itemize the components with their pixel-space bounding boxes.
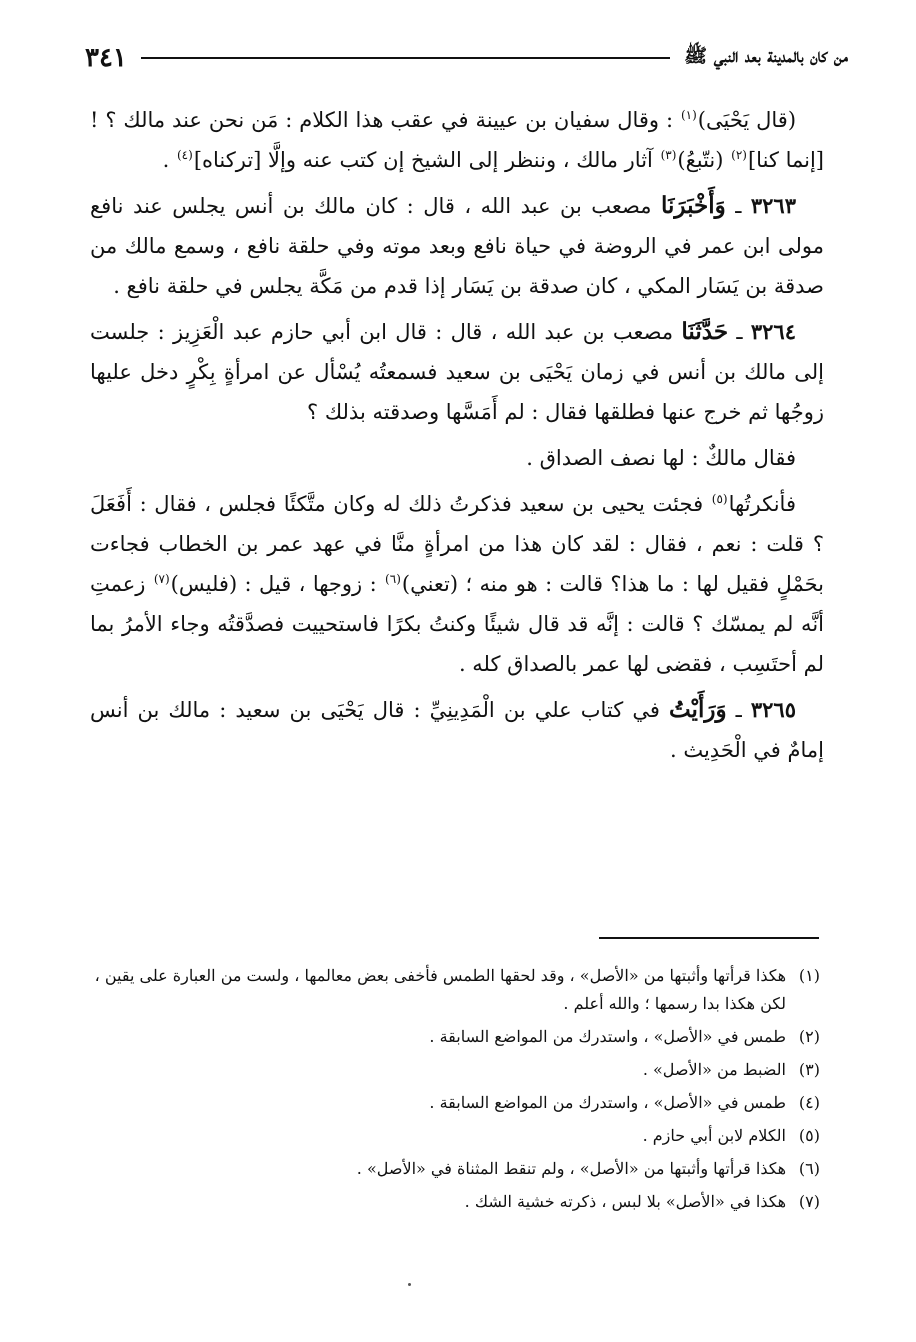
- footnote-number: (٣): [798, 1060, 820, 1079]
- hadith-text: مصعب بن عبد الله ، قال : قال ابن أبي حازم عبد الْعَزِيز : جلست إلى مالك بن أنس في زمان يَحْيَى بن سعيد فسمعتُه يُسْأل عن امرأةٍ بِكْرٍ دخل عليها زوجُها ثم خرج عنها فطلقها فقال : لم أَمَسَّها وصدقته بذلك ؟: [90, 320, 824, 424]
- footnote-ref-7: (٧): [153, 572, 170, 586]
- footnote-text: طمس في «الأصل» ، واستدرك من المواضع السابقة .: [429, 1093, 786, 1112]
- hadith-dash: ـ: [726, 698, 751, 722]
- hadith-dash: ـ: [728, 320, 751, 344]
- footnote-number: (٧): [798, 1192, 820, 1211]
- hadith-text: مصعب بن عبد الله ، قال : كان مالك بن أنس يجلس عند نافع مولى ابن عمر في الروضة في حياة نافع وبعد موته وفي حلقة نافع ، وسمع مالك من صدقة بن يَسَار المكي ، كان صدقة بن يَسَار إذا قدم من مَكَّة يجلس في حلقة نافع .: [90, 194, 824, 298]
- hadith-text: في كتاب علي بن الْمَدِينِيِّ : قال يَحْيَى بن سعيد : مالك بن أنس إمامٌ في الْحَدِيث .: [90, 698, 824, 762]
- paragraph-qala-yahya: [90, 100, 824, 180]
- footnote-text: هكذا قرأتها وأثبتها من «الأصل» ، ولم تنقط المثناة في «الأصل» .: [356, 1159, 786, 1178]
- footnote-7: [90, 1188, 820, 1216]
- footnote-number: (٦): [798, 1159, 820, 1178]
- footnote-6: [90, 1155, 820, 1183]
- page-header: [85, 38, 848, 78]
- footnote-number: (٥): [798, 1126, 820, 1145]
- hadith-3263: [90, 186, 824, 306]
- text-segment: (نتّبعُ): [677, 148, 731, 172]
- hadith-3265: [90, 690, 824, 770]
- main-text: [90, 100, 824, 776]
- text-segment: فجئت يحيى بن سعيد فذكرتُ ذلك له وكان متَّكئًا فجلس ، فقال : أَفَعَلَ ؟ قلت : نعم ، فقال : لقد كان هذا من امرأةٍ منَّا في عهد عمر بن الخطاب فجاءت بحَمْلٍ فقيل لها : ما هذا؟ قالت : هو منه ؛ (تعني): [90, 492, 824, 596]
- footnote-1: [90, 962, 820, 1018]
- running-title: من كان بالمدينة بعد النبي ﷺ: [684, 45, 848, 67]
- footnotes: [90, 962, 820, 1221]
- footnote-text: طمس في «الأصل» ، واستدرك من المواضع السابقة .: [429, 1027, 786, 1046]
- footnote-number: (٤): [798, 1093, 820, 1112]
- footnote-5: [90, 1122, 820, 1150]
- footnote-text: هكذا قرأتها وأثبتها من «الأصل» ، وقد لحقها الطمس فأخفى بعض معالمها ، ولست من العبارة على يقين ، لكن هكذا بدا رسمها ؛ والله أعلم .: [94, 966, 786, 1013]
- page-number: ٣٤١: [85, 43, 127, 73]
- hadith-dash: ـ: [725, 194, 751, 218]
- footnote-ref-3: (٣): [660, 148, 677, 162]
- paragraph-qala-malik: فقال مالكٌ : لها نصف الصداق .: [526, 446, 796, 470]
- hadith-number: ٣٢٦٤: [750, 319, 796, 344]
- footnote-4: [90, 1089, 820, 1117]
- footnote-3: [90, 1056, 820, 1084]
- hadith-transmission-verb: حَدَّثَنَا: [681, 318, 729, 345]
- footnote-ref-1: (١): [680, 108, 697, 122]
- footnote-separator: [599, 937, 819, 939]
- scan-speck: [408, 1283, 411, 1286]
- header-rule: [141, 57, 670, 59]
- paragraph-ankartuha: [90, 484, 824, 684]
- text-segment: آثار مالك ، وننظر إلى الشيخ إن كتب عنه وإلَّا [تركناه]: [193, 148, 660, 172]
- text-segment: .: [162, 148, 176, 172]
- footnote-ref-5: (٥): [711, 492, 728, 506]
- text-segment: : وقال سفيان بن عيينة في عقب هذا الكلام : مَن نحن عند مالك ؟ ! [إنما كنا]: [90, 108, 824, 172]
- footnote-number: (٢): [798, 1027, 820, 1046]
- text-segment: فأنكرتُها: [728, 492, 796, 516]
- footnote-ref-4: (٤): [176, 148, 193, 162]
- footnote-ref-6: (٦): [385, 572, 401, 586]
- hadith-number: ٣٢٦٣: [750, 193, 796, 218]
- footnote-text: هكذا في «الأصل» بلا لبس ، ذكرته خشية الشك .: [464, 1192, 786, 1211]
- hadith-transmission-verb: وَأَخْبَرَنَا: [660, 192, 726, 219]
- hadith-3264: [90, 312, 824, 432]
- text-segment: (قال يَحْيَى): [697, 108, 797, 132]
- hadith-transmission-verb: وَرَأَيْتُ: [668, 696, 727, 723]
- footnote-text: الكلام لابن أبي حازم .: [642, 1126, 786, 1145]
- hadith-number: ٣٢٦٥: [750, 697, 796, 722]
- footnote-ref-2: (٢): [731, 148, 747, 162]
- footnote-number: (١): [798, 966, 820, 985]
- footnote-text: الضبط من «الأصل» .: [642, 1060, 786, 1079]
- text-segment: زعمتِ أنَّه لم يمسّك ؟ قالت : إنَّه قد قال شيئًا وكنتُ بكرًا فاستحييت فصدَّقتُه وجاء الأمرُ بما لم أحتَسِب ، فقضى لها عمر بالصداق كله .: [90, 572, 824, 676]
- text-segment: : زوجها ، قيل : (فليس): [170, 572, 385, 596]
- footnote-2: [90, 1023, 820, 1051]
